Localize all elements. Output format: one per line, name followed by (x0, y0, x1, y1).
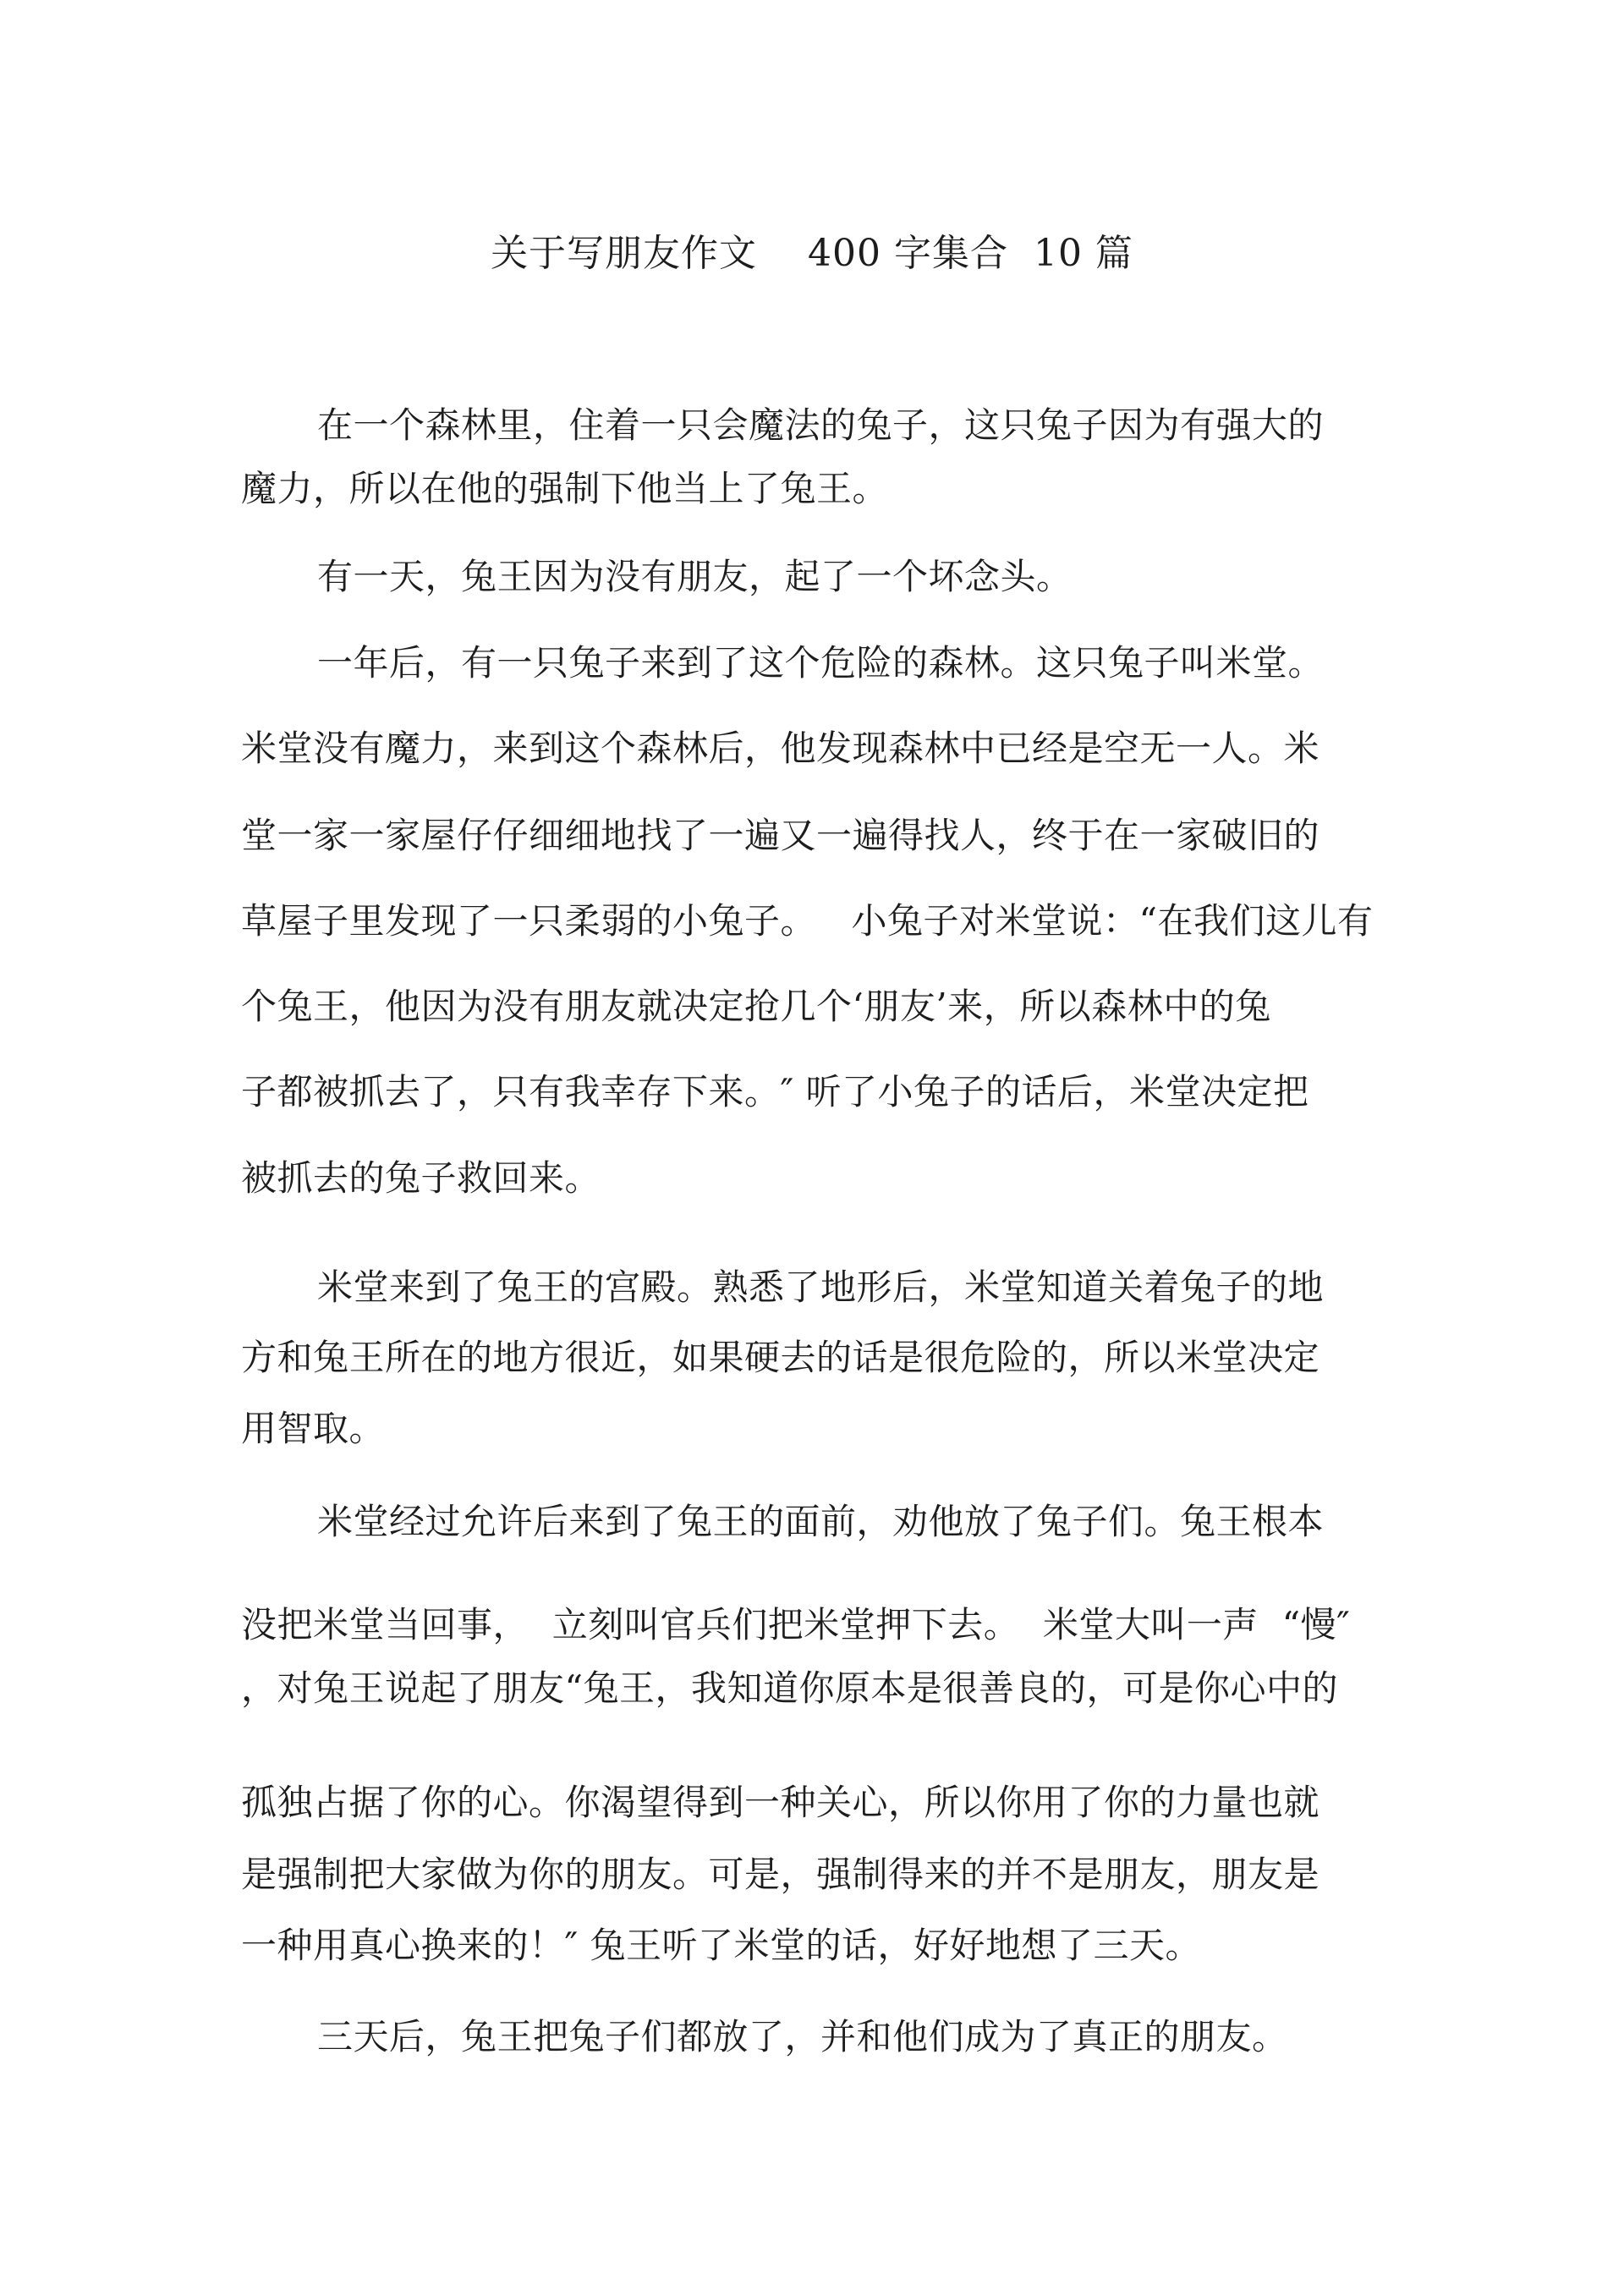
paragraph-line: 用智取。 (241, 1408, 386, 1449)
paragraph-line: 米堂经过允许后来到了兔王的面前，劝他放了兔子们。兔王根本 (317, 1501, 1325, 1542)
paragraph-line: ，对兔王说起了朋友“兔王，我知道你原本是很善良的，可是你心中的 (241, 1667, 1338, 1709)
paragraph-line: 一种用真心换来的！″ 兔王听了米堂的话，好好地想了三天。 (241, 1925, 1202, 1966)
paragraph-line: 草屋子里发现了一只柔弱的小兔子。 小兔子对米堂说：“在我们这儿有 (241, 900, 1374, 942)
paragraph-line: 一年后，有一只兔子来到了这个危险的森林。这只兔子叫米堂。 (317, 642, 1325, 684)
paragraph-line: 孤独占据了你的心。你渴望得到一种关心，所以你用了你的力量也就 (241, 1782, 1320, 1823)
document-title: 关于写朋友作文 400 字集合 10 篇 (491, 232, 1133, 275)
paragraph-line: 米堂来到了兔王的宫殿。熟悉了地形后，米堂知道关着兔子的地 (317, 1266, 1325, 1308)
paragraph-line: 子都被抓去了，只有我幸存下来。″ 听了小兔子的话后，米堂决定把 (241, 1071, 1309, 1112)
paragraph-line: 方和兔王所在的地方很近，如果硬去的话是很危险的，所以米堂决定 (241, 1337, 1320, 1378)
paragraph-line: 被抓去的兔子救回来。 (241, 1157, 601, 1199)
paragraph-line: 米堂没有魔力，来到这个森林后，他发现森林中已经是空无一人。米 (241, 728, 1320, 769)
paragraph-line: 魔力，所以在他的强制下他当上了兔王。 (241, 468, 889, 509)
paragraph-line: 是强制把大家做为你的朋友。可是，强制得来的并不是朋友，朋友是 (241, 1854, 1320, 1895)
paragraph-line: 在一个森林里，住着一只会魔法的兔子，这只兔子因为有强大的 (317, 404, 1325, 446)
paragraph-line: 有一天，兔王因为没有朋友，起了一个坏念头。 (317, 556, 1073, 597)
paragraph-line: 没把米堂当回事， 立刻叫官兵们把米堂押下去。 米堂大叫一声 “慢″ (241, 1604, 1351, 1645)
paragraph-line: 堂一家一家屋仔仔细细地找了一遍又一遍得找人，终于在一家破旧的 (241, 815, 1320, 856)
paragraph-line: 三天后，兔王把兔子们都放了，并和他们成为了真正的朋友。 (317, 2016, 1288, 2057)
paragraph-line: 个兔王，他因为没有朋友就决定抢几个‘朋友’来，所以森林中的兔 (241, 986, 1271, 1027)
